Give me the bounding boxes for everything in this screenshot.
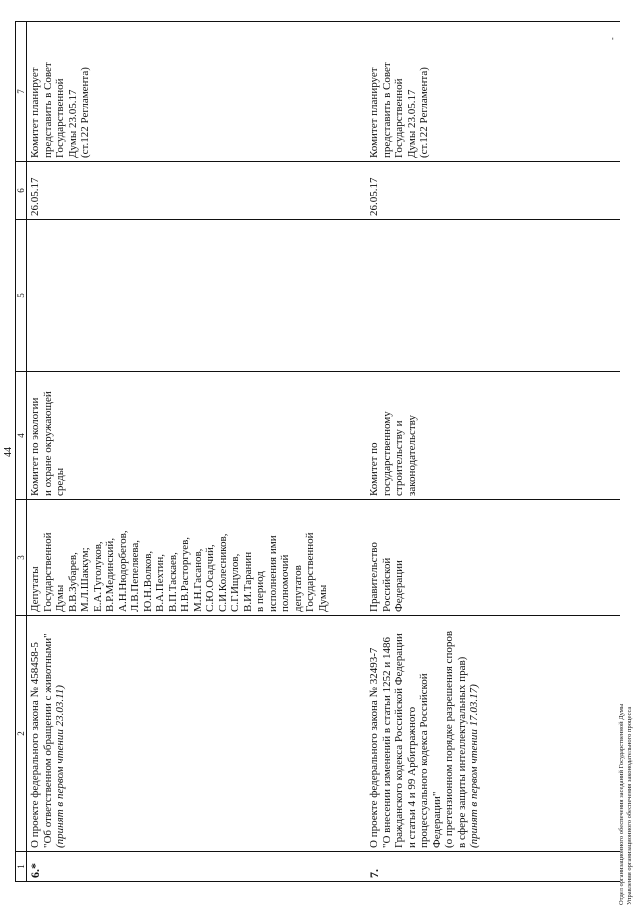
- bill-subtitle: "Об ответственном обращении с животными": [41, 633, 54, 848]
- table-row: [366, 22, 620, 882]
- bill-cell: [366, 616, 620, 852]
- header-cell: 6: [16, 162, 27, 220]
- bill-title: О проекте федерального закона № 458458-5: [29, 642, 41, 848]
- header-cell: 5: [16, 220, 27, 372]
- header-cell: 7: [16, 22, 27, 162]
- header-cell: 4: [16, 372, 27, 500]
- row-number: 7.: [366, 852, 620, 882]
- footer-line: Отдел организационного обеспечения заседаний Государственной Думы: [618, 703, 625, 905]
- committee-cell: Комитет по экологии и охране окружающей среды: [27, 372, 367, 500]
- date-cell: 26.05.17: [27, 162, 367, 220]
- committee-cell: Комитет по государственному строительству и законодательству: [366, 372, 620, 500]
- col5-cell: [366, 220, 620, 372]
- page-number: 44: [3, 447, 14, 457]
- bill-cell: [27, 616, 367, 852]
- bill-subtitle: "О внесении изменений в статьи 1252 и 1486 Гражданского кодекса Российской Федерации и статьи 4 и 99 Арбитражного процессуального кодекса Российской Федерации" (о претензионном порядке разрешения споров в сфере защиты интеллектуальных прав): [380, 630, 468, 848]
- corner-mark: -: [608, 37, 617, 40]
- plan-cell: Комитет планирует представить в Совет Государственной Думы 23.05.17 (ст.122 Регламента): [366, 22, 620, 162]
- footer: [618, 704, 634, 905]
- header-cell: 2: [16, 616, 27, 852]
- header-cell: 3: [16, 500, 27, 616]
- initiators-cell: Правительство Российской Федерации: [366, 500, 620, 616]
- bill-note: (принят в первом чтении 17.03.17): [468, 684, 480, 848]
- date-cell: 26.05.17: [366, 162, 620, 220]
- bill-note: (принят в первом чтении 23.03.11): [54, 685, 66, 848]
- header-cell: 1: [16, 852, 27, 882]
- bill-title: О проекте федерального закона № 32493-7: [368, 647, 380, 848]
- row-number: 6.*: [27, 852, 367, 882]
- plan-cell: Комитет планирует представить в Совет Государственной Думы 23.05.17 (ст.122 Регламента): [27, 22, 367, 162]
- table-row: [27, 22, 367, 882]
- header-row: [16, 22, 27, 882]
- initiators-cell: Депутаты Государственной Думы В.В.Зубарев, М.Л.Шаккум; Е.А.Туголуков, В.Р.Мединский, А.Н.Нюдорбегов, Л.В.Пепеляева, Ю.Н.Волков, В.А.Пехтин, В.П.Таскаев, Н.В.Расторгуев, М.Н.Гасанов, С.Ю.Осадчий, С.И.Колесников, С.Г.Ищулов, В.И.Таранин в период исполнения ими полномочий депутатов Государственной Думы: [27, 500, 367, 616]
- legislation-table: [15, 21, 620, 882]
- footer-line: Управления организационного обеспечения законодательного процесса: [626, 706, 633, 905]
- col5-cell: [27, 220, 367, 372]
